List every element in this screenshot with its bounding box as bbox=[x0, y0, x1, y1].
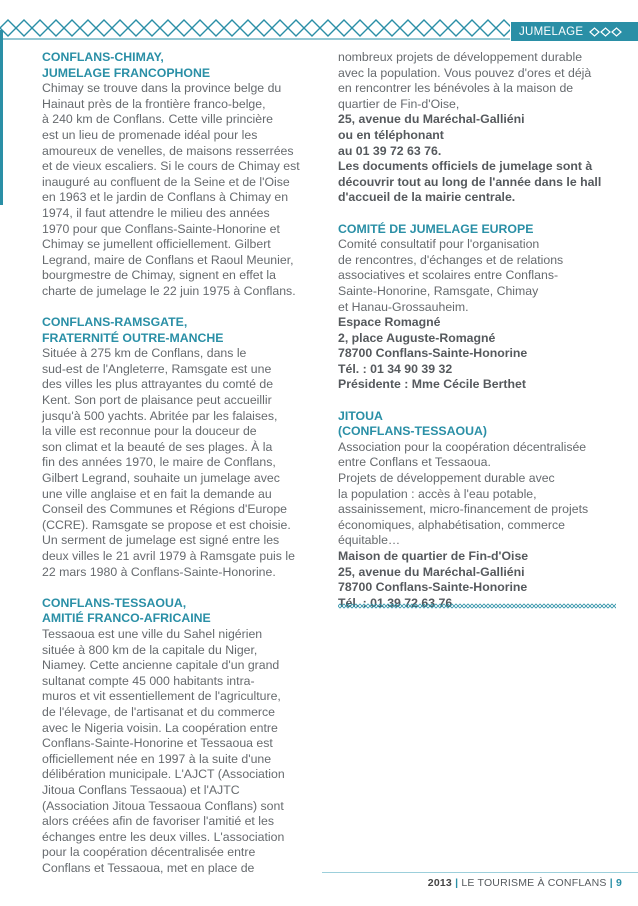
diamond-ornament bbox=[384, 20, 400, 36]
diamond-ornament bbox=[240, 20, 256, 36]
text-line: Conflans-Sainte-Honorine et Tessaoua est bbox=[42, 736, 273, 751]
text-line: Legrand, maire de Conflans et Raoul Meunier, bbox=[42, 252, 294, 267]
diamond-ornament bbox=[382, 604, 386, 608]
text-line: Gilbert Legrand, souhaite un jumelage avec bbox=[42, 471, 280, 486]
article-comite-jumelage bbox=[338, 222, 620, 394]
diamond-ornament bbox=[578, 604, 582, 608]
diamond-ornament bbox=[418, 604, 422, 608]
diamond-ornament bbox=[506, 604, 510, 608]
diamond-ornament bbox=[598, 604, 602, 608]
text-line: officiellement née en 1997 à la suite d'une bbox=[42, 751, 272, 766]
diamond-ornament bbox=[602, 604, 606, 608]
text-line: (CCRE). Ramsgate se propose et est choisie. bbox=[42, 517, 291, 532]
article-tessaoua-continued bbox=[338, 50, 620, 206]
text-line: de l'élevage, de l'artisanat et du commerce bbox=[42, 704, 275, 719]
heading-ramsgate-1: CONFLANS-RAMSGATE, bbox=[42, 315, 188, 330]
diamond-ornament bbox=[594, 604, 598, 608]
diamond-ornament bbox=[490, 604, 494, 608]
text-line: pour la coopération décentralisée entre bbox=[42, 845, 256, 860]
diamond-ornament bbox=[80, 20, 96, 36]
text-line: Sainte-Honorine, Ramsgate, Chimay bbox=[338, 283, 539, 298]
text-line: 1970 pour que Conflans-Sainte-Honorine et bbox=[42, 221, 280, 236]
diamond-ornament bbox=[422, 604, 426, 608]
text-line: Jitoua Conflans Tessaoua) et l'AJTC bbox=[42, 782, 240, 797]
text-line: Conseil des Communes et Régions d'Europe bbox=[42, 502, 288, 517]
diamond-ornament bbox=[470, 604, 474, 608]
heading-jitoua-1: JITOUA bbox=[338, 408, 383, 423]
diamond-ornament bbox=[272, 20, 288, 36]
president-line: Présidente : Mme Cécile Berthet bbox=[338, 377, 526, 392]
diamond-ornament bbox=[352, 20, 368, 36]
text-line: charte de jumelage le 22 juin 1975 à Conflans. bbox=[42, 283, 296, 298]
phone-line: au 01 39 72 63 76. bbox=[338, 143, 442, 158]
diamond-ornament bbox=[362, 604, 366, 608]
text-line: à 240 km de Conflans. Cette ville princière bbox=[42, 112, 274, 127]
diamond-ornament bbox=[346, 604, 350, 608]
diamond-ornament bbox=[96, 20, 112, 36]
text-line: amoureux de venelles, de maisons resserrées bbox=[42, 143, 294, 158]
text-line: alors créées afin de favoriser l'amitié et les bbox=[42, 814, 274, 829]
diamond-ornament bbox=[464, 20, 480, 36]
right-column bbox=[338, 50, 620, 611]
diamond-ornament bbox=[16, 20, 32, 36]
section-tab bbox=[511, 22, 638, 41]
diamond-ornament bbox=[558, 604, 562, 608]
diamond-ornament bbox=[586, 604, 590, 608]
heading-jitoua-2: (CONFLANS-TESSAOUA) bbox=[338, 424, 487, 439]
city-line: 78700 Conflans-Sainte-Honorine bbox=[338, 580, 528, 595]
diamond-ornament bbox=[446, 604, 450, 608]
text-line: Conflans et Tessaoua, met en place de bbox=[42, 860, 255, 875]
text-line: Hainaut près de la frontière franco-belge, bbox=[42, 96, 266, 111]
diamond-ornament bbox=[0, 20, 16, 36]
diamond-ornament bbox=[192, 20, 208, 36]
diamond-ornament bbox=[394, 604, 398, 608]
text-line: fin des années 1970, le maire de Conflans, bbox=[42, 455, 276, 470]
diamond-ornament bbox=[430, 604, 434, 608]
text-line: avec le Nigeria voisin. La coopération entre bbox=[42, 720, 278, 735]
text-line: quartier de Fin-d'Oise, bbox=[338, 96, 460, 111]
footer-separator: | bbox=[609, 877, 613, 889]
heading-ramsgate-2: FRATERNITÉ OUTRE-MANCHE bbox=[42, 330, 224, 345]
diamond-ornament bbox=[354, 604, 358, 608]
address-line: 2, place Auguste-Romagné bbox=[338, 330, 496, 345]
article-tessaoua bbox=[42, 596, 320, 877]
diamond-ornament bbox=[566, 604, 570, 608]
footer-title: LE TOURISME À CONFLANS bbox=[461, 877, 607, 889]
diamond-ornament bbox=[590, 604, 594, 608]
diamond-ornament bbox=[554, 604, 558, 608]
footer-separator: | bbox=[455, 877, 459, 889]
diamond-ornament bbox=[522, 604, 526, 608]
text-line: sultanat compte 45 000 habitants intra- bbox=[42, 673, 255, 688]
diamond-ornament bbox=[336, 20, 352, 36]
diamond-ornament bbox=[450, 604, 454, 608]
text-line: Tessaoua est une ville du Sahel nigérien bbox=[42, 626, 263, 641]
diamond-ornament bbox=[518, 604, 522, 608]
text-line: économiques, alphabétisation, commerce bbox=[338, 517, 565, 532]
heading-chimay-2: JUMELAGE FRANCOPHONE bbox=[42, 65, 211, 80]
diamond-ornament bbox=[144, 20, 160, 36]
page-number: 9 bbox=[615, 877, 622, 889]
diamond-ornament bbox=[342, 604, 346, 608]
text-line: la ville est reconnue pour la douceur de bbox=[42, 424, 257, 439]
diamond-ornament bbox=[224, 20, 240, 36]
text-line: Comité consultatif pour l'organisation bbox=[338, 237, 540, 252]
diamond-ornament bbox=[208, 20, 224, 36]
diamond-band-decoration bbox=[0, 16, 510, 40]
text-line: Kent. Son port de plaisance peut accueillir bbox=[42, 393, 272, 408]
phone-line: Tél. : 01 34 90 39 32 bbox=[338, 361, 453, 376]
diamond-ornament bbox=[462, 604, 466, 608]
text-line: sud-est de l'Angleterre, Ramsgate est une bbox=[42, 361, 272, 376]
diamond-ornament bbox=[454, 604, 458, 608]
left-accent-rule bbox=[0, 30, 3, 205]
text-line: et de vieux escaliers. Si le cours de Chimay est bbox=[42, 159, 300, 174]
diamond-ornament bbox=[606, 604, 610, 608]
diamond-ornament bbox=[370, 604, 374, 608]
text-line: est un lieu de promenade idéal pour les bbox=[42, 127, 258, 142]
text-line: avec la population. Vous pouvez d'ores et déjà bbox=[338, 65, 592, 80]
article-jitoua bbox=[338, 409, 620, 612]
diamond-ornament bbox=[410, 604, 414, 608]
diamond-ornament bbox=[402, 604, 406, 608]
diamond-ornament bbox=[64, 20, 80, 36]
diamond-ornament bbox=[510, 604, 514, 608]
diamond-ornament bbox=[442, 604, 446, 608]
diamond-ornament bbox=[288, 20, 304, 36]
info-line: découvrir tout au long de l'année dans le hall bbox=[338, 174, 602, 189]
diamond-ornament bbox=[32, 20, 48, 36]
diamond-ornament bbox=[400, 20, 416, 36]
footer-year: 2013 bbox=[427, 877, 452, 889]
diamond-ornament bbox=[378, 604, 382, 608]
text-line: associatives et scolaires entre Conflans- bbox=[338, 268, 559, 283]
text-line: équitable… bbox=[338, 533, 401, 548]
text-line: 22 mars 1980 à Conflans-Sainte-Honorine. bbox=[42, 564, 276, 579]
heading-tessaoua-2: AMITIÉ FRANCO-AFRICAINE bbox=[42, 611, 211, 626]
text-line: une ville anglaise et en fait la demande au bbox=[42, 486, 272, 501]
diamond-ornament bbox=[530, 604, 534, 608]
diamond-ornament bbox=[562, 604, 566, 608]
text-line: 1974, il faut attendre le milieu des années bbox=[42, 205, 270, 220]
text-line: Chimay se trouve dans la province belge du bbox=[42, 81, 282, 96]
diamond-ornament bbox=[398, 604, 402, 608]
diamond-ornament bbox=[574, 604, 578, 608]
diamond-ornament bbox=[374, 604, 378, 608]
diamond-ornament bbox=[486, 604, 490, 608]
text-line: Chimay se jumellent officiellement. Gilbert bbox=[42, 237, 271, 252]
text-line: de rencontres, d'échanges et de relations bbox=[338, 252, 564, 267]
heading-comite: COMITÉ DE JUMELAGE EUROPE bbox=[338, 221, 534, 236]
diamond-ornament bbox=[610, 604, 614, 608]
diamond-ornament bbox=[320, 20, 336, 36]
text-line: Un serment de jumelage est signé entre les bbox=[42, 533, 280, 548]
text-line: nombreux projets de développement durable bbox=[338, 50, 583, 64]
text-line: en rencontrer les bénévoles à la maison de bbox=[338, 81, 574, 96]
diamond-ornament bbox=[550, 604, 554, 608]
diamond-ornament bbox=[416, 20, 432, 36]
diamond-ornament bbox=[256, 20, 272, 36]
text-line: Association pour la coopération décentralisée bbox=[338, 439, 587, 454]
phone-line: Tél. : 01 39 72 63 76 bbox=[338, 595, 453, 610]
address-line: 25, avenue du Maréchal-Galliéni bbox=[338, 112, 525, 127]
text-line: (Association Jitoua Tessaoua Conflans) sont bbox=[42, 798, 284, 813]
diamond-ornament bbox=[448, 20, 464, 36]
text-line: Projets de développement durable avec bbox=[338, 471, 555, 486]
text-line: des villes les plus attrayantes du comté de bbox=[42, 377, 274, 392]
contact-line: ou en téléphonant bbox=[338, 127, 444, 142]
diamond-ornament bbox=[112, 20, 128, 36]
text-line: délibération municipale. L'AJCT (Association bbox=[42, 767, 285, 782]
heading-chimay-1: CONFLANS-CHIMAY, bbox=[42, 50, 164, 64]
diamond-ornament bbox=[478, 604, 482, 608]
diamond-ornament bbox=[390, 604, 394, 608]
diamond-ornament bbox=[526, 604, 530, 608]
diamond-ornament bbox=[538, 604, 542, 608]
diamond-ornament bbox=[502, 604, 506, 608]
section-label: JUMELAGE bbox=[519, 25, 584, 38]
diamond-ornament bbox=[160, 20, 176, 36]
city-line: 78700 Conflans-Sainte-Honorine bbox=[338, 346, 528, 361]
info-line: d'accueil de la mairie centrale. bbox=[338, 190, 516, 205]
diamond-ornament bbox=[458, 604, 462, 608]
diamond-divider bbox=[338, 603, 616, 609]
diamond-ornament bbox=[338, 604, 342, 608]
left-column bbox=[42, 50, 320, 876]
diamond-ornament bbox=[426, 604, 430, 608]
text-line: en 1963 et le jardin de Conflans à Chimay en bbox=[42, 190, 289, 205]
diamond-ornament bbox=[358, 604, 362, 608]
article-ramsgate bbox=[42, 315, 320, 580]
text-line: située à 800 km de la capitale du Niger, bbox=[42, 642, 258, 657]
text-line: deux villes le 21 avril 1979 à Ramsgate puis le bbox=[42, 549, 295, 563]
diamond-ornament bbox=[474, 604, 478, 608]
info-line: Les documents officiels de jumelage sont à bbox=[338, 159, 593, 174]
diamond-ornament bbox=[542, 604, 546, 608]
diamond-ornament bbox=[368, 20, 384, 36]
diamond-ornament bbox=[128, 20, 144, 36]
diamond-ornament bbox=[414, 604, 418, 608]
text-line: bourgmestre de Chimay, signent en effet la bbox=[42, 268, 277, 283]
page-footer bbox=[322, 877, 622, 893]
diamond-ornament bbox=[480, 20, 496, 36]
diamond-ornament bbox=[386, 604, 390, 608]
diamond-ornament bbox=[496, 20, 510, 36]
text-line: la population : accès à l'eau potable, bbox=[338, 486, 537, 501]
venue-line: Espace Romagné bbox=[338, 315, 441, 330]
diamond-ornament bbox=[304, 20, 320, 36]
diamond-ornament bbox=[482, 604, 486, 608]
text-line: assainissement, micro-financement de projets bbox=[338, 502, 589, 517]
text-line: muros et vit essentiellement de l'agriculture, bbox=[42, 689, 281, 704]
triple-diamond-icon bbox=[589, 27, 623, 37]
diamond-ornament bbox=[546, 604, 550, 608]
diamond-ornament bbox=[366, 604, 370, 608]
address-line: 25, avenue du Maréchal-Galliéni bbox=[338, 564, 525, 579]
diamond-ornament bbox=[570, 604, 574, 608]
footer-rule bbox=[322, 872, 638, 873]
heading-tessaoua-1: CONFLANS-TESSAOUA, bbox=[42, 595, 187, 610]
diamond-ornament bbox=[498, 604, 502, 608]
diamond-ornament bbox=[406, 604, 410, 608]
diamond-ornament bbox=[614, 604, 616, 608]
diamond-ornament bbox=[582, 604, 586, 608]
text-line: et Hanau-Grossauheim. bbox=[338, 299, 469, 314]
venue-line: Maison de quartier de Fin-d'Oise bbox=[338, 549, 529, 563]
diamond-ornament bbox=[350, 604, 354, 608]
diamond-ornament bbox=[434, 604, 438, 608]
text-line: entre Conflans et Tessaoua. bbox=[338, 455, 491, 470]
text-line: jusqu'à 500 yachts. Abritée par les falaises, bbox=[42, 408, 278, 423]
diamond-ornament bbox=[466, 604, 470, 608]
diamond-ornament bbox=[514, 604, 518, 608]
diamond-ornament bbox=[534, 604, 538, 608]
text-line: inauguré au confluent de la Seine et de l'Oise bbox=[42, 174, 290, 189]
diamond-ornament bbox=[432, 20, 448, 36]
diamond-ornament bbox=[176, 20, 192, 36]
text-line: Située à 275 km de Conflans, dans le bbox=[42, 346, 247, 361]
diamond-ornament bbox=[494, 604, 498, 608]
article-chimay bbox=[42, 50, 320, 300]
text-line: Niamey. Cette ancienne capitale d'un grand bbox=[42, 658, 280, 673]
diamond-ornament bbox=[48, 20, 64, 36]
diamond-ornament bbox=[438, 604, 442, 608]
text-line: échanges entre les deux villes. L'association bbox=[42, 829, 285, 844]
text-line: son climat et la beauté de ses plages. À la bbox=[42, 439, 273, 454]
